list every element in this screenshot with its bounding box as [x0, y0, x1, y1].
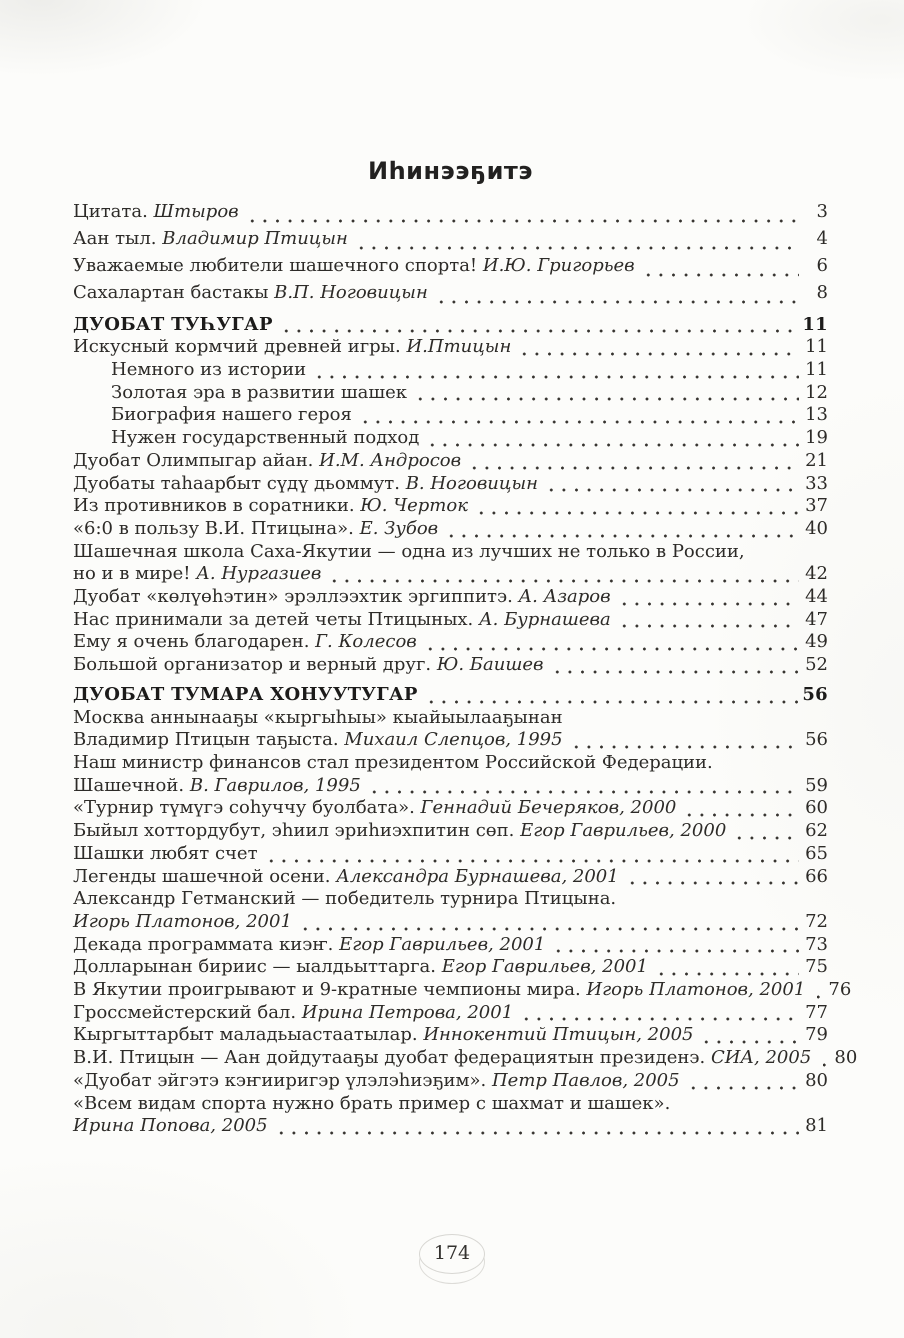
toc-row: [73, 956, 828, 979]
toc-entry-text: Дуобат «көлүөһэтин» эрэллээхтик эргиппитэ. А. Азаров: [73, 586, 611, 608]
toc-row: [73, 888, 828, 911]
toc-entry-text: Легенды шашечной осени. Александра Бурнашева, 2001: [73, 865, 619, 887]
toc-row: [73, 404, 828, 427]
toc-entry-text: Шашечная школа Саха-Якутии — одна из лучших не только в России,: [73, 540, 745, 562]
dot-leader: [246, 199, 799, 226]
toc-entry-text: Биография нашего героя: [111, 404, 352, 426]
toc-page-number: 66: [805, 865, 828, 887]
dot-leader: [626, 866, 799, 889]
toc-entry-text: В.И. Птицын — Аан дойдутааҕы дуобат федерациятын президенэ. СИА, 2005: [73, 1047, 812, 1069]
toc-entry-text: Москва аннынааҕы «кыргыһыы» кыайыылааҕынан: [73, 706, 563, 728]
toc-row: [73, 979, 852, 1002]
toc-page-number: 8: [816, 281, 828, 303]
toc-page-number: 3: [816, 201, 828, 222]
dot-leader: [313, 359, 799, 382]
dot-leader: [435, 280, 799, 307]
toc-row: [73, 518, 828, 541]
toc-page-number: 77: [805, 1001, 828, 1023]
toc-entry-text: Кыргыттарбыт маладьыастаатылар. Иннокентий Птицын, 2005: [73, 1024, 694, 1046]
toc-row: [73, 934, 828, 957]
dot-leader: [424, 631, 799, 654]
toc-page-number: 76: [828, 979, 852, 1001]
toc-entry-text: Сахалартан бастакы В.П. Ноговицын: [73, 281, 428, 303]
dot-leader: [265, 843, 799, 866]
dot-leader: [468, 450, 799, 473]
toc-entry-text: Александр Гетманский — победитель турнира Птицына.: [73, 888, 617, 910]
toc-entry-text: Нужен государственный подход: [111, 427, 420, 449]
toc-entry-text: Декада программата киэҥ. Егор Гаврильев, 2001: [73, 933, 546, 955]
dot-leader: [475, 495, 799, 518]
dot-leader: [642, 253, 799, 280]
dot-leader: [655, 956, 799, 979]
dot-leader: [355, 226, 799, 253]
toc-entry-text: Большой организатор и верный друг. Ю. Баишев: [73, 654, 544, 676]
toc-row: [73, 775, 828, 798]
dot-leader: [368, 775, 799, 798]
toc-entry-text: Золотая эра в развитии шашек: [111, 381, 407, 403]
toc-entry-text: Игорь Платонов, 2001: [73, 910, 292, 932]
toc-entry-text: ДУОБАТ ТУҺУГАР: [73, 313, 273, 335]
dot-leader: [618, 609, 799, 632]
dot-leader: [328, 563, 799, 586]
toc-page-number: 47: [805, 608, 828, 630]
toc-page-number: 11: [802, 313, 828, 335]
toc-page-number: 11: [805, 336, 828, 358]
toc-entry-text: Шашечной. В. Гаврилов, 1995: [73, 774, 361, 796]
toc-entry-text: Уважаемые любители шашечного спорта! И.Ю. Григорьев: [73, 254, 635, 276]
toc-entry-text: Ему я очень благодарен. Г. Колесов: [73, 631, 417, 653]
toc-entry-text: но и в мире! А. Нургазиев: [73, 563, 322, 585]
toc-entry-text: Владимир Птицын таҕыста. Михаил Слепцов, 1995: [73, 729, 563, 751]
toc-page-number: 33: [805, 472, 828, 494]
toc-entry-text: Искусный кормчий древней игры. И.Птицын: [73, 336, 512, 358]
dot-leader: [518, 336, 799, 359]
toc-row: [73, 654, 828, 677]
toc-entry-text: Аан тыл. Владимир Птицын: [73, 227, 348, 249]
toc-page-number: 56: [805, 729, 828, 751]
toc-page-number: 62: [805, 820, 828, 842]
toc-page-number: 13: [805, 404, 828, 426]
dot-leader: [812, 979, 822, 1002]
toc-row: [73, 797, 828, 820]
toc-row: [73, 359, 828, 382]
toc-page-number: 12: [805, 381, 828, 403]
toc-page-number: 49: [805, 631, 828, 653]
toc-entry-text: Долларынан бириис — ыалдьыттарга. Егор Гаврильев, 2001: [73, 956, 648, 978]
toc-row: [73, 226, 828, 253]
dot-leader: [683, 797, 799, 820]
toc-row: [73, 280, 828, 307]
toc-entry-text: Гроссмейстерский бал. Ирина Петрова, 2001: [73, 1001, 514, 1023]
toc-page-number: 75: [805, 956, 828, 978]
toc-row: [73, 843, 828, 866]
dot-leader: [545, 473, 799, 496]
toc-page-number: 59: [805, 774, 828, 796]
page-number-stamp: [419, 1234, 485, 1284]
toc-page-number: 19: [805, 427, 828, 449]
toc-row: [73, 427, 828, 450]
dot-leader: [299, 911, 799, 934]
toc-page-number: 80: [805, 1069, 828, 1091]
toc-page-number: 79: [805, 1024, 828, 1046]
toc-page-number: 80: [834, 1047, 858, 1069]
toc-page-number: 44: [805, 586, 828, 608]
toc-page-number: 40: [805, 517, 828, 539]
toc-row: [73, 609, 828, 632]
toc-row: [73, 707, 828, 730]
toc-row: [73, 1024, 828, 1047]
toc-row: [73, 495, 828, 518]
dot-leader: [275, 1115, 799, 1138]
page-content: [73, 157, 858, 1138]
toc-entry-text: Наш министр финансов стал президентом Российской Федерации.: [73, 751, 713, 773]
toc-entry-text: «6:0 в пользу В.И. Птицына». Е. Зубов: [73, 517, 439, 539]
toc-row: [73, 911, 828, 934]
toc-entry-text: Нас принимали за детей четы Птицыных. А. Бурнашева: [73, 608, 611, 630]
toc-row: [73, 586, 828, 609]
dot-leader: [552, 934, 799, 957]
toc-row: [73, 563, 828, 586]
toc-entry-text: «Дуобат эйгэтэ кэҥииригэр үлэлэһиэҕим». Петр Павлов, 2005: [73, 1069, 680, 1091]
toc-row: [73, 382, 828, 405]
toc-entry-text: ДУОБАТ ТУМАРА ХОНУУТУГАР: [73, 683, 418, 705]
dot-leader: [520, 1002, 799, 1025]
footer-page-number: 174: [433, 1242, 471, 1264]
dot-leader: [359, 404, 799, 427]
toc-row: [73, 1093, 828, 1116]
toc-entry-text: Быйыл хоттордубут, эһиил эриһиэхпитин сөп. Егор Гаврильев, 2000: [73, 820, 727, 842]
toc-row: [73, 1070, 828, 1093]
toc-page-number: 4: [816, 227, 828, 249]
toc-row: [73, 336, 828, 359]
dot-leader: [733, 820, 799, 843]
toc-page-number: 42: [805, 563, 828, 585]
toc-row: [73, 541, 828, 564]
toc-entry-text: В Якутии проигрывают и 9-кратные чемпионы мира. Игорь Платонов, 2001: [73, 979, 806, 1001]
dot-leader: [280, 314, 799, 337]
toc-row: [73, 1115, 828, 1138]
toc-entry-text: Дуобат Олимпыгар айан. И.М. Андросов: [73, 449, 462, 471]
toc-entry-text: Ирина Попова, 2005: [73, 1115, 268, 1137]
dot-leader: [618, 586, 799, 609]
toc-page-number: 56: [802, 683, 828, 705]
page-title: Иһинээҕитэ: [367, 157, 534, 185]
dot-leader: [414, 382, 799, 405]
dot-leader: [570, 729, 799, 752]
toc-entry-text: Немного из истории: [111, 359, 307, 381]
dot-leader: [700, 1024, 799, 1047]
toc-row: [73, 866, 828, 889]
toc-list: [73, 199, 858, 1138]
toc-entry-text: «Турнир түмүгэ соһуччу буолбата». Геннадий Бечеряков, 2000: [73, 797, 677, 819]
toc-row: [73, 820, 828, 843]
toc-entry-text: Шашки любят счет: [73, 842, 258, 864]
toc-page-number: 72: [805, 910, 828, 932]
toc-entry-text: Из противников в соратники. Ю. Черток: [73, 495, 468, 517]
toc-page-number: 11: [805, 359, 828, 381]
toc-entry-text: «Всем видам спорта нужно брать пример с шахмат и шашек».: [73, 1092, 671, 1114]
toc-page-number: 73: [805, 933, 828, 955]
toc-row: [73, 752, 828, 775]
toc-page-number: 37: [805, 495, 828, 517]
toc-row: [73, 631, 828, 654]
dot-leader: [551, 654, 800, 677]
toc-row: [73, 473, 828, 496]
dot-leader: [426, 427, 799, 450]
toc-page-number: 60: [805, 797, 828, 819]
dot-leader: [445, 518, 799, 541]
toc-page-number: 81: [805, 1115, 828, 1137]
toc-entry-text: Цитата. Штыров: [73, 201, 239, 222]
dot-leader: [425, 684, 799, 707]
toc-section-heading: [73, 684, 828, 707]
toc-row: [73, 199, 828, 226]
toc-page-number: 65: [805, 842, 828, 864]
dot-leader: [687, 1070, 799, 1093]
dot-leader: [818, 1047, 828, 1070]
toc-row: [73, 1047, 858, 1070]
toc-section-heading: [73, 314, 828, 337]
toc-page-number: 6: [816, 254, 828, 276]
toc-row: [73, 729, 828, 752]
toc-row: [73, 1002, 828, 1025]
toc-entry-text: Дуобаты таһаарбыт сүдү дьоммут. В. Ноговицын: [73, 472, 538, 494]
toc-page-number: 52: [805, 654, 828, 676]
toc-row: [73, 253, 828, 280]
toc-page-number: 21: [805, 449, 828, 471]
toc-row: [73, 450, 828, 473]
